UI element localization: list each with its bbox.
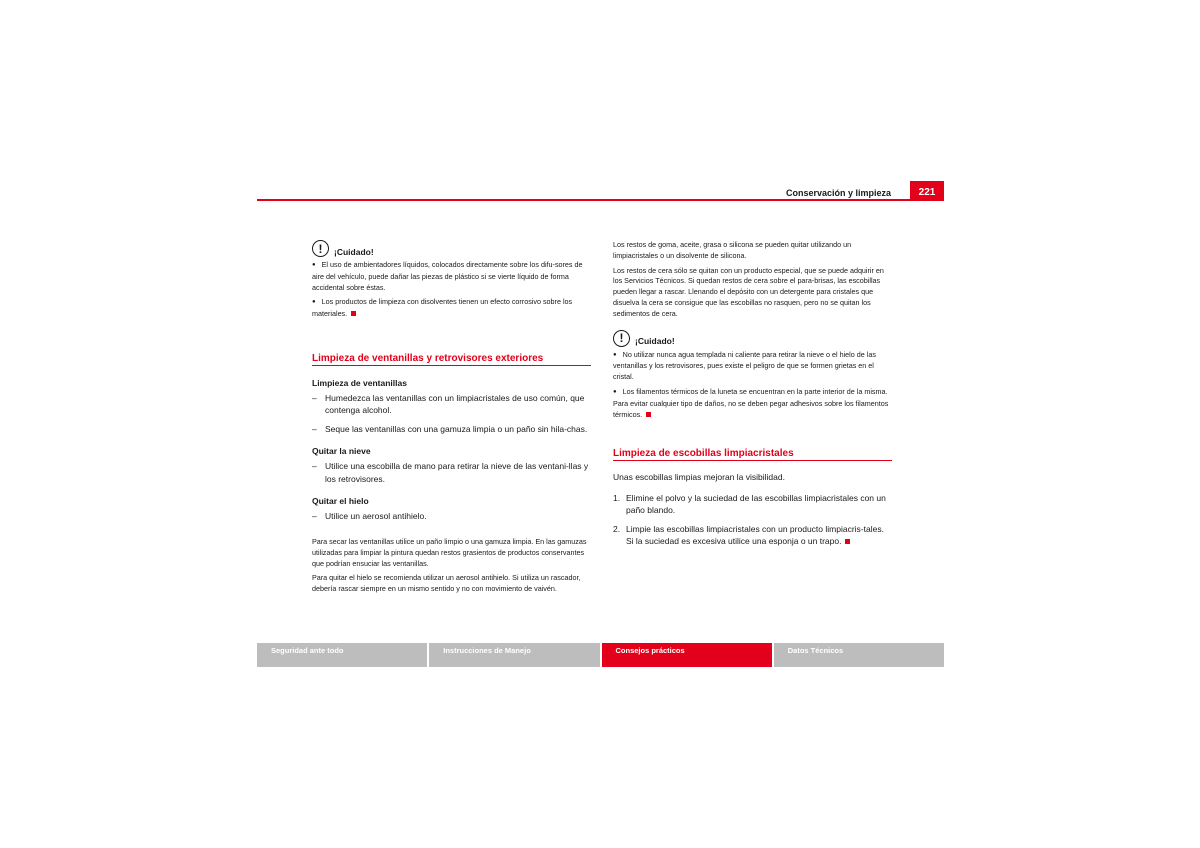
chapter-nav bbox=[257, 643, 944, 667]
subheading-ice: Quitar el hielo bbox=[312, 496, 369, 507]
nav-tab-instrucciones[interactable]: Instrucciones de Manejo bbox=[429, 643, 599, 667]
intro-text: Unas escobillas limpias mejoran la visibilidad. bbox=[613, 472, 785, 483]
note-paragraph: Para quitar el hielo se recomienda utilizar un aerosol antihielo. Si utiliza un rascador, debería rascar siempre en un mismo sentido y no con movimiento de vaivén. bbox=[312, 573, 581, 594]
warning-heading bbox=[613, 330, 892, 347]
paragraph: Los restos de cera sólo se quitan con un producto especial, que se puede adquirir en los Servicios Técnicos. Si quedan restos de cera sobre el para-brisas, las escobillas pueden llegar a rascar. Llenando el depósito con un detergente para cristales que disuelva la cera se consigue que las escobillas no rasquen, pero no se quitan los sedimentos de cera. bbox=[613, 265, 884, 318]
warning-bullet bbox=[312, 297, 591, 320]
warning-exclamation-icon: ! bbox=[312, 240, 329, 257]
nav-tab-consejos[interactable]: Consejos prácticos bbox=[602, 643, 772, 667]
warning-bullet bbox=[613, 387, 892, 420]
nav-tab-seguridad[interactable]: Seguridad ante todo bbox=[257, 643, 427, 667]
step-text: Limpie las escobillas limpiacristales con un producto limpiacris-tales. Si la suciedad es excesiva utilice una esponja o un trapo. bbox=[626, 523, 884, 547]
step-item: – Humedezca las ventanillas con un limpiacristales de uso común, que contenga alcohol. bbox=[312, 392, 585, 416]
step-item: – Utilice un aerosol antihielo. bbox=[312, 511, 427, 522]
warning-heading bbox=[312, 240, 591, 257]
warning-exclamation-icon: ! bbox=[613, 330, 630, 347]
warning-bullet-text: ● Los filamentos térmicos de la luneta se encuentran en la parte interior de la misma. Para evitar cualquier tipo de daños, no se deben pegar adhesivos sobre los filamentos térmicos. bbox=[613, 387, 888, 419]
right-column bbox=[613, 240, 892, 548]
subheading-snow: Quitar la nieve bbox=[312, 446, 371, 457]
page-number: 221 bbox=[910, 181, 944, 201]
warning-bullet: ● El uso de ambientadores líquidos, colocados directamente sobre los difu-sores de aire del vehículo, puede dañar las piezas de plástico si se vierte líquido de forma accidental sobre éstas. bbox=[312, 260, 591, 293]
end-of-section-icon bbox=[845, 539, 850, 544]
nav-tab-datos[interactable]: Datos Técnicos bbox=[774, 643, 944, 667]
step-item: – Seque las ventanillas con una gamuza limpia o un paño sin hila-chas. bbox=[312, 423, 588, 434]
warning-title: ¡Cuidado! bbox=[334, 246, 374, 257]
end-of-section-icon bbox=[646, 412, 651, 417]
warning-title: ¡Cuidado! bbox=[635, 336, 675, 347]
running-title: Conservación y limpieza bbox=[785, 188, 891, 198]
paragraph: Los restos de goma, aceite, grasa o silicona se pueden quitar utilizando un limpiacristales o un disolvente de silicona. bbox=[613, 240, 852, 260]
warning-bullet: ● No utilizar nunca agua templada ni caliente para retirar la nieve o el hielo de las ventanillas y los retrovisores, pues existe el peligro de que se formen grietas en el cristal. bbox=[613, 350, 892, 383]
end-of-section-icon bbox=[351, 311, 356, 316]
warning-bullet-text: ● Los productos de limpieza con disolventes tienen un efecto corrosivo sobre los materiales. bbox=[312, 297, 572, 318]
section-title-wipers: Limpieza de escobillas limpiacristales bbox=[613, 448, 892, 461]
subheading-windows: Limpieza de ventanillas bbox=[312, 377, 407, 388]
step-item: – Utilice una escobilla de mano para retirar la nieve de las ventani-llas y los retrovisores. bbox=[312, 461, 589, 484]
header-rule bbox=[257, 199, 944, 201]
numbered-step: 2. Limpie las escobillas limpiacristales con un producto limpiacris-tales. Si la suciedad es excesiva utilice una esponja o un trapo. bbox=[613, 523, 884, 547]
left-column bbox=[312, 240, 591, 599]
section-title-windows: Limpieza de ventanillas y retrovisores exteriores bbox=[312, 353, 591, 366]
numbered-step: 1. Elimine el polvo y la suciedad de las escobillas limpiacristales con un paño blando. bbox=[613, 492, 886, 516]
note-paragraph: Para secar las ventanillas utilice un paño limpio o una gamuza limpia. En las gamuzas utilizadas para limpiar la pintura quedan restos grasientos de productos conservantes que podrían ensuciar las ventanillas. bbox=[312, 536, 587, 568]
